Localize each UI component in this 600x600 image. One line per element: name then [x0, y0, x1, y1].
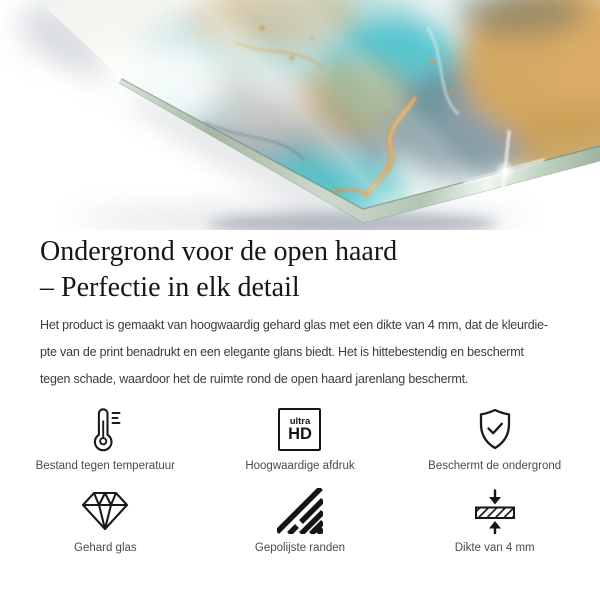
description-line: tegen schade, waardoor het de ruimte rond de open haard jarenlang beschermt. [40, 372, 469, 386]
title-line-2: – Perfectie in elk detail [40, 272, 300, 303]
features-grid [0, 406, 600, 554]
thermometer-icon [88, 406, 122, 452]
feature-label: Hoogwaardige afdruk [245, 460, 355, 472]
ultra-hd-badge-top: ultra [289, 415, 311, 427]
ultra-hd-icon [278, 406, 321, 452]
feature-label: Bestand tegen temperatuur [35, 460, 176, 472]
diamond-icon [81, 488, 129, 534]
polished-edges-icon [277, 488, 323, 534]
description-line: Het product is gemaakt van hoogwaardig gehard glas met een dikte van 4 mm, dat de kleurdie- [40, 318, 548, 332]
product-description [40, 312, 560, 393]
hero-image [0, 0, 600, 230]
description-line: pte van de print benadrukt en een elegante glans biedt. Het is hittebestendig en beschermt [40, 345, 524, 359]
feature-label: Beschermt de ondergrond [428, 460, 562, 472]
thickness-icon [473, 488, 517, 534]
feature-label: Dikte van 4 mm [454, 542, 535, 554]
page-title [40, 234, 560, 306]
feature-protects-surface [397, 406, 592, 472]
feature-thickness [397, 488, 592, 554]
feature-label: Gepolijste randen [254, 542, 346, 554]
feature-polished-edges [203, 488, 398, 554]
feature-label: Gehard glas [74, 542, 137, 554]
shield-check-icon [473, 406, 517, 452]
feature-tempered-glass [8, 488, 203, 554]
feature-hd-print [203, 406, 398, 472]
title-line-1: Ondergrond voor de open haard [40, 236, 398, 267]
glass-panel-photo [0, 0, 600, 230]
feature-temperature-resistant [8, 406, 203, 472]
ultra-hd-badge-bottom: HD [288, 424, 312, 443]
